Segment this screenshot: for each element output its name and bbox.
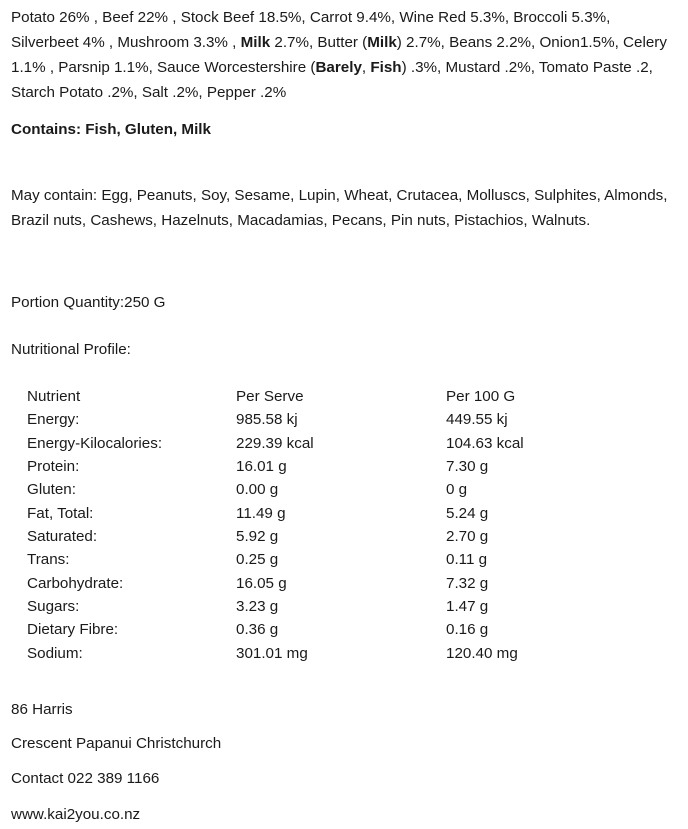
portion-quantity: Portion Quantity:250 G bbox=[11, 294, 166, 311]
nutrition-cell: 301.01 mg bbox=[236, 644, 308, 662]
nutrition-cell: 11.49 g bbox=[236, 504, 286, 522]
nutrition-cell: 7.30 g bbox=[446, 458, 489, 476]
nutrition-row bbox=[27, 410, 626, 433]
nutrition-header-cell: Nutrient bbox=[27, 388, 81, 405]
nutrition-cell: Trans: bbox=[27, 551, 70, 569]
nutrition-cell: 0.11 g bbox=[446, 551, 488, 569]
nutrition-cell: 7.32 g bbox=[446, 574, 489, 592]
nutritional-profile-label: Nutritional Profile: bbox=[11, 341, 131, 358]
nutrition-cell: 2.70 g bbox=[446, 528, 489, 546]
nutrition-table bbox=[27, 387, 626, 667]
nutrition-row bbox=[27, 457, 626, 480]
allergen-highlight: Milk bbox=[367, 34, 397, 51]
nutrition-cell: 120.40 mg bbox=[446, 644, 518, 662]
ingredients-list bbox=[11, 5, 679, 105]
nutrition-cell: Sugars: bbox=[27, 598, 80, 616]
nutrition-cell: 229.39 kcal bbox=[236, 434, 314, 452]
nutrition-cell: 104.63 kcal bbox=[446, 434, 524, 452]
nutrition-cell: 5.24 g bbox=[446, 504, 489, 522]
nutrition-cell: Energy: bbox=[27, 411, 80, 429]
nutrition-row bbox=[27, 597, 626, 620]
nutrition-header-row bbox=[27, 387, 626, 410]
address-line-2: Crescent Papanui Christchurch bbox=[11, 735, 222, 752]
product-info-page bbox=[11, 5, 679, 823]
nutrition-cell: 985.58 kj bbox=[236, 411, 298, 429]
ingredient-text: ) .3%, Mustard .2%, Tomato Paste .2, Starch Potato .2%, Salt .2%, Pepper .2% bbox=[11, 59, 653, 101]
ingredient-text: Potato 26% , Beef 22% , Stock Beef 18.5%, Carrot 9.4%, Wine Red 5.3%, Broccoli 5.3%, Silverbeet 4% , Mushroom 3.3% , bbox=[11, 9, 611, 51]
nutrition-cell: 16.01 g bbox=[236, 458, 287, 476]
allergen-highlight: Fish bbox=[370, 59, 402, 76]
nutrition-header-cell: Per Serve bbox=[236, 388, 304, 405]
nutrition-cell: 1.47 g bbox=[446, 598, 489, 616]
nutrition-row bbox=[27, 434, 626, 457]
nutrition-cell: 3.23 g bbox=[236, 598, 279, 616]
nutrition-cell: Gluten: bbox=[27, 481, 76, 499]
nutrition-cell: Protein: bbox=[27, 458, 80, 476]
allergen-highlight: Milk bbox=[240, 34, 271, 51]
address-line-1: 86 Harris bbox=[11, 701, 73, 718]
nutrition-row bbox=[27, 620, 626, 643]
website-link[interactable]: www.kai2you.co.nz bbox=[11, 806, 141, 823]
nutrition-row bbox=[27, 504, 626, 527]
ingredient-text: ) 2.7%, Beans 2.2%, Onion1.5%, Celery 1.1% , Parsnip 1.1%, Sauce Worcestershire ( bbox=[11, 34, 667, 76]
nutrition-cell: 0.00 g bbox=[236, 481, 279, 499]
nutrition-cell: Sodium: bbox=[27, 644, 83, 662]
allergen-highlight: Barely bbox=[315, 59, 362, 76]
nutrition-cell: 449.55 kj bbox=[446, 411, 508, 429]
nutrition-cell: Saturated: bbox=[27, 528, 98, 546]
may-contain-allergens: May contain: Egg, Peanuts, Soy, Sesame, Lupin, Wheat, Crutacea, Molluscs, Sulphites, Almonds, Brazil nuts, Cashews, Hazelnuts, Macadamias, Pecans, Pin nuts, Pistachios, Walnuts. bbox=[11, 187, 668, 229]
nutrition-cell: Fat, Total: bbox=[27, 504, 94, 522]
nutrition-cell: 5.92 g bbox=[236, 528, 279, 546]
contains-allergens: Contains: Fish, Gluten, Milk bbox=[11, 121, 211, 138]
nutrition-cell: 16.05 g bbox=[236, 574, 287, 592]
nutrition-cell: Energy-Kilocalories: bbox=[27, 434, 163, 452]
nutrition-cell: 0 g bbox=[446, 481, 468, 499]
nutrition-header-cell: Per 100 G bbox=[446, 388, 516, 405]
nutrition-row bbox=[27, 480, 626, 503]
ingredient-text: 2.7%, Butter ( bbox=[270, 34, 368, 51]
nutrition-cell: 0.25 g bbox=[236, 551, 279, 569]
nutrition-cell: Carbohydrate: bbox=[27, 574, 124, 592]
contact-phone: Contact 022 389 1166 bbox=[11, 770, 160, 787]
nutrition-cell: 0.36 g bbox=[236, 621, 279, 639]
nutrition-row bbox=[27, 574, 626, 597]
ingredient-text: , bbox=[361, 59, 371, 76]
nutrition-row bbox=[27, 550, 626, 573]
nutrition-cell: Dietary Fibre: bbox=[27, 621, 119, 639]
nutrition-row bbox=[27, 527, 626, 550]
nutrition-row bbox=[27, 644, 626, 667]
nutrition-cell: 0.16 g bbox=[446, 621, 489, 639]
